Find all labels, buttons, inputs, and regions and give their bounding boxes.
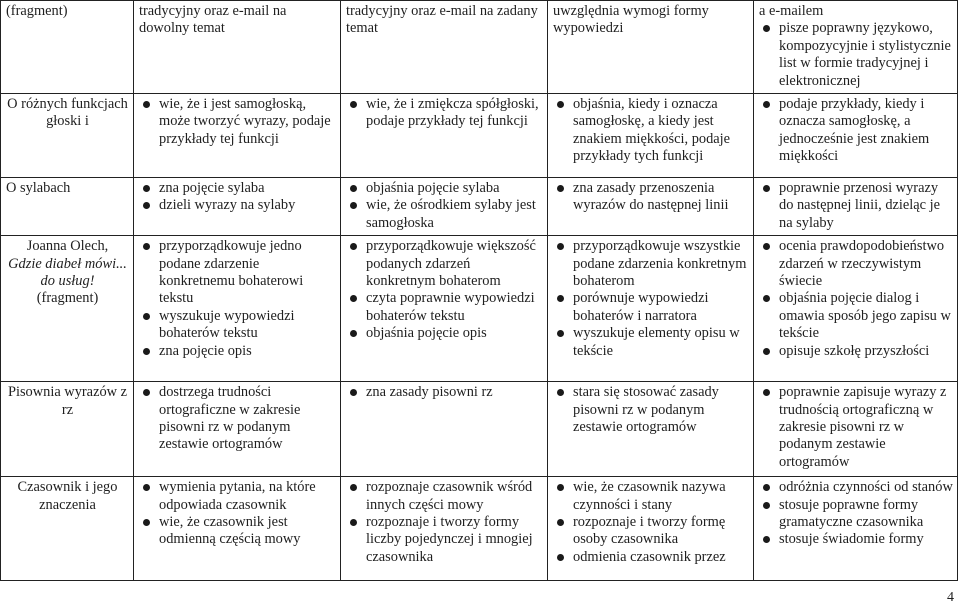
- grade-cell: [341, 236, 548, 382]
- cell-text: tradycyjny oraz e-mail na zadany temat: [346, 3, 538, 37]
- topic-cell: [1, 477, 134, 581]
- grade-cell: [134, 236, 341, 382]
- list-item: poprawnie przenosi wyrazy do następnej linii, dzieląc je na sylaby: [759, 180, 953, 232]
- table-row: [1, 94, 958, 178]
- list-item: wyszukuje elementy opisu w tekście: [553, 325, 749, 360]
- grade-cell: [754, 178, 958, 236]
- list-item: objaśnia pojęcie opis: [346, 325, 543, 342]
- list-item: stosuje poprawne formy gramatyczne czasownika: [759, 497, 953, 532]
- topic-cell: [1, 178, 134, 236]
- grade-cell: [548, 477, 754, 581]
- grade-cell: [341, 382, 548, 477]
- page-number: 4: [947, 590, 954, 605]
- topic-cell: [1, 236, 134, 382]
- list-item: zna pojęcie sylaba: [139, 180, 336, 197]
- list-item: rozpoznaje i tworzy formę osoby czasownika: [553, 514, 749, 549]
- topic-author: Joanna Olech,: [26, 238, 109, 255]
- grade-cell: [754, 236, 958, 382]
- grade-cell: [341, 178, 548, 236]
- grade-cell: [134, 178, 341, 236]
- list-item: wie, że ośrodkiem sylaby jest samogłoska: [346, 197, 543, 232]
- list-item: stosuje świadomie formy: [759, 531, 953, 548]
- cell-text: a e-mailem: [759, 3, 824, 19]
- grade-cell: [548, 236, 754, 382]
- grade-cell: [134, 382, 341, 477]
- topic-label: Pisownia wyrazów z rz: [7, 384, 128, 418]
- grade-cell: [134, 477, 341, 581]
- grade-cell: [341, 1, 548, 94]
- topic-cell: [1, 1, 134, 94]
- grade-cell: [754, 94, 958, 178]
- list-item: objaśnia pojęcie sylaba: [346, 180, 543, 197]
- grade-cell: [548, 382, 754, 477]
- grade-cell: [754, 1, 958, 94]
- list-item: dostrzega trudności ortograficzne w zakresie pisowni rz w podanym zestawie ortogramów: [139, 384, 336, 454]
- grade-cell: [341, 94, 548, 178]
- table-row: [1, 178, 958, 236]
- list-item: poprawnie zapisuje wyrazy z trudnością ortograficzną w zakresie pisowni rz w podanym zestawie ortogramów: [759, 384, 953, 471]
- cell-text: tradycyjny oraz e-mail na dowolny temat: [139, 3, 287, 37]
- list-item: czyta poprawnie wypowiedzi bohaterów tekstu: [346, 290, 543, 325]
- list-item: porównuje wypowiedzi bohaterów i narratora: [553, 290, 749, 325]
- topic-label: (fragment): [6, 3, 68, 19]
- topic-cell: [1, 94, 134, 178]
- topic-label: O różnych funkcjach głoski i: [7, 96, 128, 130]
- list-item: wymienia pytania, na które odpowiada czasownik: [139, 479, 336, 514]
- list-item: zna zasady pisowni rz: [346, 384, 543, 401]
- list-item: rozpoznaje i tworzy formy liczby pojedynczej i mnogiej czasownika: [346, 514, 543, 566]
- grade-cell: [548, 178, 754, 236]
- list-item: dzieli wyrazy na sylaby: [139, 197, 336, 214]
- list-item: przyporządkowuje większość podanych zdarzeń konkretnym bohaterom: [346, 238, 543, 290]
- list-item: pisze poprawny językowo, kompozycyjnie i stylistycznie list w formie tradycyjnej i elektronicznej: [759, 20, 953, 90]
- list-item: zna zasady przenoszenia wyrazów do następnej linii: [553, 180, 749, 215]
- list-item: przyporządkowuje jedno podane zdarzenie konkretnemu bohaterowi tekstu: [139, 238, 336, 308]
- grade-cell: [548, 94, 754, 178]
- topic-label: O sylabach: [6, 180, 71, 197]
- list-item: odróżnia czynności od stanów: [759, 479, 953, 496]
- topic-cell: [1, 382, 134, 477]
- list-item: wie, że i zmiękcza spółgłoski, podaje przykłady tej funkcji: [346, 96, 543, 131]
- list-item: wyszukuje wypowiedzi bohaterów tekstu: [139, 308, 336, 343]
- list-item: opisuje szkołę przyszłości: [759, 343, 953, 360]
- list-item: rozpoznaje czasownik wśród innych części mowy: [346, 479, 543, 514]
- list-item: zna pojęcie opis: [139, 343, 336, 360]
- grade-cell: [134, 94, 341, 178]
- grade-cell: [548, 1, 754, 94]
- topic-label: Czasownik i jego znaczenia: [17, 479, 118, 513]
- list-item: wie, że czasownik nazywa czynności i stany: [553, 479, 749, 514]
- list-item: wie, że czasownik jest odmienną częścią mowy: [139, 514, 336, 549]
- list-item: objaśnia, kiedy i oznacza samogłoskę, a kiedy jest znakiem miękkości, podaje przykłady tych funkcji: [553, 96, 749, 166]
- list-item: wie, że i jest samogłoską, może tworzyć wyrazy, podaje przykłady tej funkcji: [139, 96, 336, 148]
- table-row: [1, 477, 958, 581]
- table-row: [1, 382, 958, 477]
- list-item: stara się stosować zasady pisowni rz w podanym zestawie ortogramów: [553, 384, 749, 436]
- grade-cell: [341, 477, 548, 581]
- topic-title: Gdzie diabeł mówi... do usług!: [8, 255, 127, 290]
- grade-cell: [754, 382, 958, 477]
- cell-text: uwzględnia wymogi formy wypowiedzi: [553, 3, 709, 37]
- list-item: objaśnia pojęcie dialog i omawia sposób jego zapisu w tekście: [759, 290, 953, 342]
- grade-cell: [754, 477, 958, 581]
- list-item: podaje przykłady, kiedy i oznacza samogłoskę, a jednocześnie jest znakiem miękkości: [759, 96, 953, 166]
- table-row: [1, 1, 958, 94]
- grade-cell: [134, 1, 341, 94]
- list-item: odmienia czasownik przez: [553, 549, 749, 566]
- table-row: [1, 236, 958, 382]
- list-item: ocenia prawdopodobieństwo zdarzeń w rzeczywistym świecie: [759, 238, 953, 290]
- topic-note: (fragment): [36, 290, 99, 307]
- list-item: przyporządkowuje wszystkie podane zdarzenia konkretnym bohaterom: [553, 238, 749, 290]
